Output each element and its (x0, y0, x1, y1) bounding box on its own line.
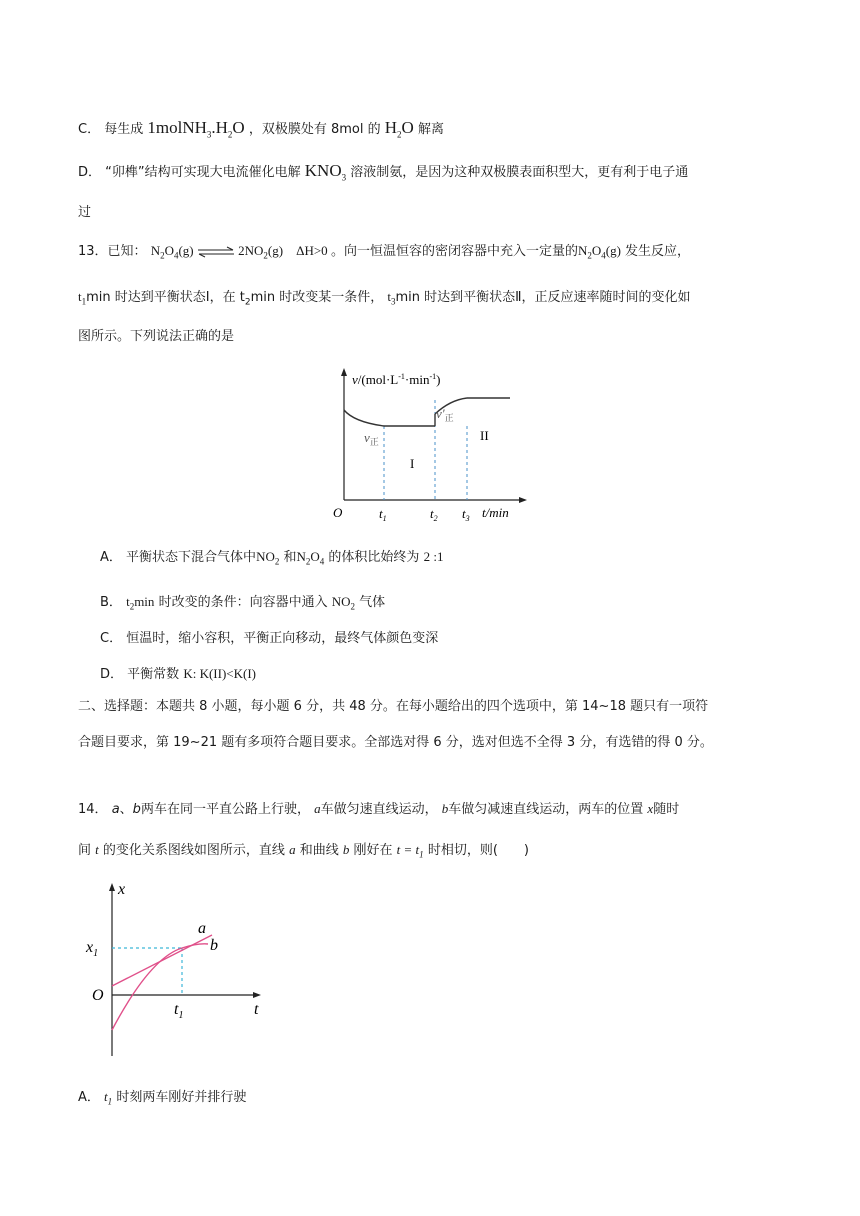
q14-stem-line2: 间 t 的变化关系图线如图所示，直线 a 和曲线 b 刚好在 $t = t_1$ 时相切，则( ) (78, 842, 529, 860)
origin-label: O (92, 987, 104, 1004)
q13-stem-line1: 13．已知： $N_2O_4(g)$ $2NO_2(g)$ ΔH>0 。向一恒温恒容的密闭容器中充入一定量的$N_2O_4(g)$ 发生反应， (78, 243, 691, 261)
q14-stem-line1: 14． a、b两车在同一平直公路上行驶， a车做匀速直线运动， b车做匀减速直线运动，两车的位置 x随时 (78, 801, 680, 817)
dashed-guides (384, 400, 467, 500)
v-zheng-label: $v_正$ (364, 430, 379, 447)
option-label: B． (100, 595, 122, 610)
q13-stem-line2: $t_1\min$ 时达到平衡状态Ⅰ，在 $t_2\min$ 时改变某一条件， $t_3\min$ 时达到平衡状态Ⅱ，正反应速率随时间的变化如 (78, 289, 691, 308)
option-label: A． (78, 1090, 100, 1105)
option-c-q13: C． 恒温时，缩小容积，平衡正向移动，最终气体颜色变深 (100, 631, 439, 646)
curve-b (112, 944, 208, 1030)
reversible-arrow-icon (197, 247, 235, 257)
state-1-label: I (410, 456, 415, 471)
curve-a-label: a (198, 920, 206, 937)
axes (109, 883, 261, 1056)
origin-label: O (333, 505, 343, 520)
option-b-q13: B． $t_2\min$ 时改变的条件：向容器中通入 $NO_2$ 气体 (100, 594, 386, 612)
q14-position-time-graph (84, 878, 284, 1068)
option-label: D． (100, 667, 124, 682)
state-2-label: II (480, 428, 489, 443)
option-label: C． (78, 122, 101, 137)
y-axis-label: x (118, 881, 126, 898)
option-label: A． (100, 550, 122, 565)
option-a-q13: A． 平衡状态下混合气体中$NO_2$ 和$N_2O_4$ 的体积比始终为 2 :1 (100, 549, 444, 567)
x-axis-label: t (254, 1001, 259, 1018)
v-prime-zheng-label: $v'_正$ (436, 406, 454, 423)
section2-instructions-line1: 二、选择题：本题共 8 小题，每小题 6 分，共 48 分。在每小题给出的四个选项中，第 14~18 题只有一项符 (78, 699, 709, 714)
y-axis-label: $v/(mol\cdot L^{-1}\cdot\min^{-1})$ (352, 372, 441, 387)
rate-curve (344, 398, 510, 426)
q13-stem-line3: 图所示。下列说法正确的是 (78, 329, 235, 344)
t1-tick-label: $t_1$ (379, 506, 387, 523)
t3-tick-label: $t_3$ (462, 506, 470, 523)
t1-tick-label: $t_1$ (174, 1001, 184, 1021)
option-d-q13: D． 平衡常数 K: K(II)<K(I) (100, 666, 256, 682)
t2-tick-label: $t_2$ (430, 506, 438, 523)
option-a-q14: A． $t_1$ 时刻两车刚好并排行驶 (78, 1089, 247, 1107)
x-axis-label: t/min (482, 505, 509, 520)
q13-rate-time-graph (332, 360, 532, 530)
curve-b-label: b (210, 937, 218, 954)
option-label: C． (100, 631, 123, 646)
option-c-q12: C． 每生成 $1molNH_3.H_2O$ ，双极膜处有 8mol 的 $H_2O$ 解离 (78, 118, 444, 140)
curve-decay (344, 410, 384, 426)
x1-tick-label: $x_1$ (86, 939, 99, 959)
option-d-q12-cont: 过 (78, 205, 92, 220)
reaction-equation: $N_2O_4(g)$ $2NO_2(g)$ ΔH>0 (150, 243, 328, 261)
option-label: D． (78, 165, 102, 180)
section2-instructions-line2: 合题目要求，第 19~21 题有多项符合题目要求。全部选对得 6 分，选对但选不全得 3 分，有选错的得 0 分。 (78, 735, 713, 750)
option-d-q12: D． “卯榫”结构可实现大电流催化电解 $KNO_3$ 溶液制氨，是因为这种双极膜表面积型大，更有利于电子通 (78, 161, 689, 183)
